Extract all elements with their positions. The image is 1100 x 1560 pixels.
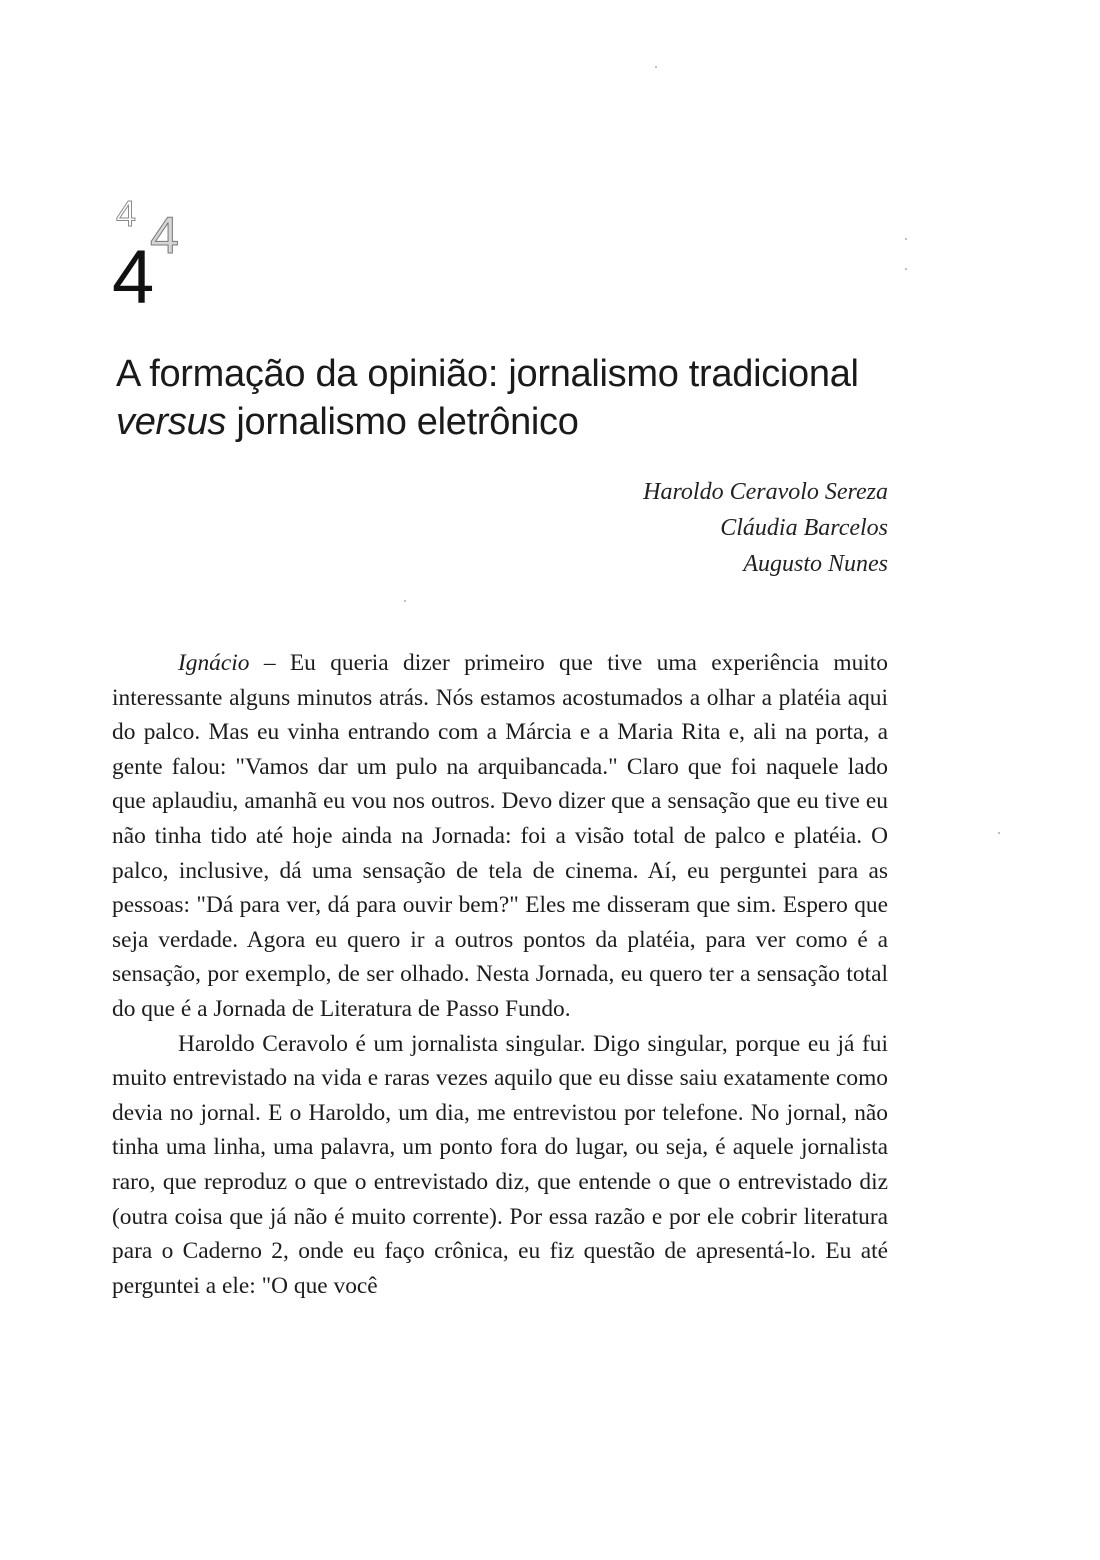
chapter-number-ghost-large: 4 bbox=[150, 207, 179, 265]
paragraph-2-text: Haroldo Ceravolo é um jornalista singular. Digo singular, porque eu já fui muito entrevistado na vida e raras vezes aquilo que eu disse saiu exatamente como devia no jornal. E o Haroldo, um dia, me entrevistou por telefone. No jornal, não tinha uma linha, uma palavra, um ponto fora do lugar, ou seja, é aquele jornalista raro, que reproduz o que o entrevistado diz, que entende o que o entrevistado diz (outra coisa que já não é muito corrente). Por essa razão e por ele cobrir literatura para o Caderno 2, onde eu faço crônica, eu fiz questão de apresentá-lo. Eu até perguntei a ele: "O que você bbox=[112, 1030, 888, 1299]
chapter-title-part2: jornalismo eletrônico bbox=[226, 401, 579, 443]
chapter-number-ornament bbox=[112, 190, 232, 330]
paragraph-1 bbox=[112, 646, 888, 1027]
author-name: Haroldo Ceravolo Sereza bbox=[643, 479, 888, 505]
scan-speck bbox=[998, 832, 1000, 834]
author-name: Cláudia Barcelos bbox=[720, 515, 888, 541]
scan-speck bbox=[905, 238, 907, 240]
paragraph-1-text: – Eu queria dizer primeiro que tive uma experiência muito interessante alguns minutos atrás. Nós estamos acostumados a olhar a platéia aqui do palco. Mas eu vinha entrando com a Márcia e a Maria Rita e, ali na porta, a gente falou: "Vamos dar um pulo na arquibancada." Claro que foi naquele lado que aplaudiu, amanhã eu vou nos outros. Devo dizer que a sensação que eu tive eu não tinha tido até hoje ainda na Jornada: foi a visão total de palco e platéia. O palco, inclusive, dá uma sensação de tela de cinema. Aí, eu perguntei para as pessoas: "Dá para ver, dá para ouvir bem?" Eles me disseram que sim. Espero que seja verdade. Agora eu quero ir a outros pontos da platéia, para ver como é a sensação, por exemplo, de ser olhado. Nesta Jornada, eu quero ter a sensação total do que é a Jornada de Literatura de Passo Fundo. bbox=[112, 650, 888, 1022]
author-list bbox=[643, 474, 888, 582]
speaker-name: Ignácio bbox=[178, 650, 250, 676]
chapter-number-ghost-small: 4 bbox=[116, 193, 137, 234]
scan-speck bbox=[905, 268, 907, 270]
paragraph-2 bbox=[112, 1027, 888, 1304]
chapter-title-part1: A formação da opinião: jornalismo tradicional bbox=[116, 353, 859, 395]
body-text bbox=[112, 646, 888, 1303]
chapter-title-italic: versus bbox=[116, 401, 227, 443]
author-name: Augusto Nunes bbox=[743, 551, 888, 577]
chapter-number: 4 bbox=[112, 235, 155, 320]
chapter-title bbox=[116, 350, 976, 446]
scan-speck bbox=[655, 66, 657, 68]
scan-speck bbox=[404, 600, 406, 602]
